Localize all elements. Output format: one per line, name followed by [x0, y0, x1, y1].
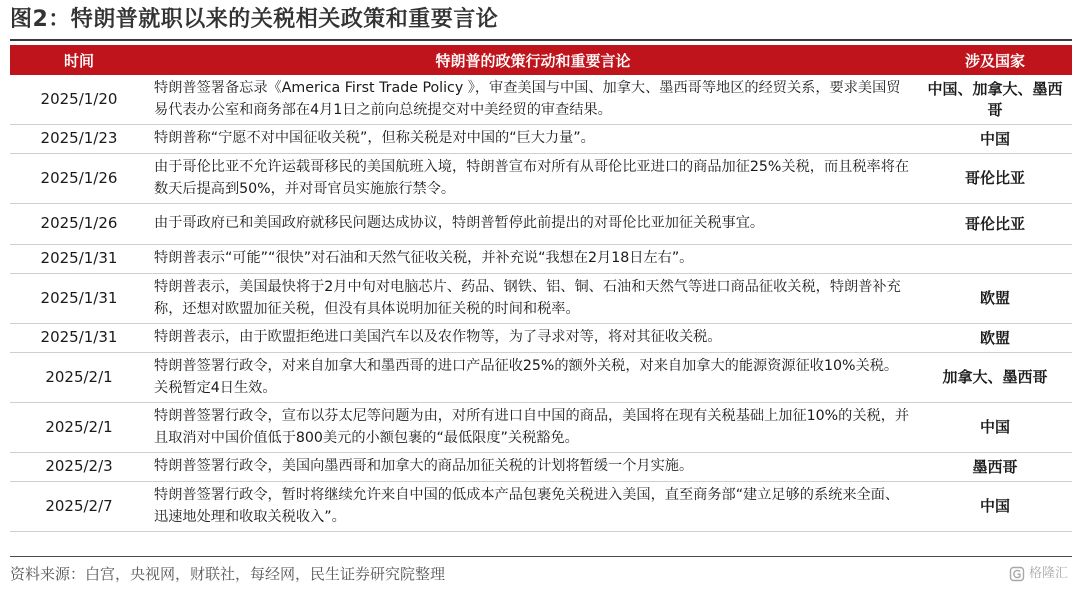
row-date: 2025/1/20	[10, 75, 148, 125]
table-row	[10, 324, 1072, 353]
page-title: 图2：特朗普就职以来的关税相关政策和重要言论	[10, 7, 499, 32]
watermark-text: 格隆汇	[1028, 566, 1068, 581]
row-policy: 特朗普签署备忘录《America First Trade Policy 》，审查美国与中国、加拿大、墨西哥等地区的经贸关系，要求美国贸易代表办公室和商务部在4月1日之前向总统提交对中美经贸的审查结果。	[148, 75, 918, 125]
row-policy: 由于哥伦比亚不允许运载哥移民的美国航班入境，特朗普宣布对所有从哥伦比亚进口的商品加征25%关税，而且税率将在数天后提高到50%，并对哥官员实施旅行禁令。	[148, 154, 918, 204]
row-date: 2025/2/7	[10, 482, 148, 532]
row-countries: 中国、加拿大、墨西哥	[918, 75, 1072, 125]
policy-table	[10, 45, 1072, 532]
table-row	[10, 403, 1072, 453]
header-date: 时间	[10, 45, 148, 75]
row-date: 2025/1/23	[10, 125, 148, 154]
row-policy: 特朗普签署行政令，宣布以芬太尼等问题为由，对所有进口自中国的商品，美国将在现有关税基础上加征10%的关税，并且取消对中国价值低于800美元的小额包裹的“最低限度”关税豁免。	[148, 403, 918, 453]
table-row	[10, 453, 1072, 482]
row-countries: 中国	[918, 403, 1072, 453]
row-date: 2025/1/26	[10, 204, 148, 245]
table-row	[10, 482, 1072, 532]
row-countries: 中国	[918, 125, 1072, 154]
table-header-row	[10, 45, 1072, 75]
row-countries: 中国	[918, 482, 1072, 532]
row-date: 2025/1/31	[10, 274, 148, 324]
row-countries: 哥伦比亚	[918, 154, 1072, 204]
row-date: 2025/1/26	[10, 154, 148, 204]
header-countries: 涉及国家	[918, 45, 1072, 75]
table-row	[10, 353, 1072, 403]
row-date: 2025/2/3	[10, 453, 148, 482]
row-policy: 特朗普签署行政令，暂时将继续允许来自中国的低成本产品包裹免关税进入美国，直至商务部“建立足够的系统来全面、迅速地处理和收取关税收入”。	[148, 482, 918, 532]
table-row	[10, 245, 1072, 274]
row-countries: 加拿大、墨西哥	[918, 353, 1072, 403]
row-countries: 墨西哥	[918, 453, 1072, 482]
row-policy: 特朗普表示“可能”“很快”对石油和天然气征收关税，并补充说“我想在2月18日左右”。	[148, 245, 918, 274]
row-countries: 欧盟	[918, 324, 1072, 353]
watermark	[1009, 564, 1068, 584]
row-policy: 特朗普签署行政令，美国向墨西哥和加拿大的商品加征关税的计划将暂缓一个月实施。	[148, 453, 918, 482]
row-policy: 由于哥政府已和美国政府就移民问题达成协议，特朗普暂停此前提出的对哥伦比亚加征关税事宜。	[148, 204, 918, 245]
row-policy: 特朗普表示，由于欧盟拒绝进口美国汽车以及农作物等，为了寻求对等，将对其征收关税。	[148, 324, 918, 353]
table-row	[10, 274, 1072, 324]
row-date: 2025/1/31	[10, 324, 148, 353]
row-date: 2025/1/31	[10, 245, 148, 274]
row-date: 2025/2/1	[10, 403, 148, 453]
row-countries: 哥伦比亚	[918, 204, 1072, 245]
table-row	[10, 154, 1072, 204]
row-countries: 欧盟	[918, 274, 1072, 324]
table-row	[10, 125, 1072, 154]
row-countries	[918, 245, 1072, 274]
title-divider	[10, 39, 1072, 41]
table-row	[10, 204, 1072, 245]
row-policy: 特朗普表示，美国最快将于2月中旬对电脑芯片、药品、钢铁、铝、铜、石油和天然气等进口商品征收关税，特朗普补充称，还想对欧盟加征关税，但没有具体说明加征关税的时间和税率。	[148, 274, 918, 324]
row-policy: 特朗普签署行政令，对来自加拿大和墨西哥的进口产品征收25%的额外关税，对来自加拿大的能源资源征收10%关税。关税暂定4日生效。	[148, 353, 918, 403]
header-policy: 特朗普的政策行动和重要言论	[148, 45, 918, 75]
bottom-divider	[10, 556, 1072, 557]
row-date: 2025/2/1	[10, 353, 148, 403]
watermark-logo-icon	[1009, 566, 1025, 582]
table-row	[10, 75, 1072, 125]
row-policy: 特朗普称“宁愿不对中国征收关税”，但称关税是对中国的“巨大力量”。	[148, 125, 918, 154]
source-note: 资料来源：白宫，央视网，财联社，每经网，民生证券研究院整理	[10, 565, 446, 583]
